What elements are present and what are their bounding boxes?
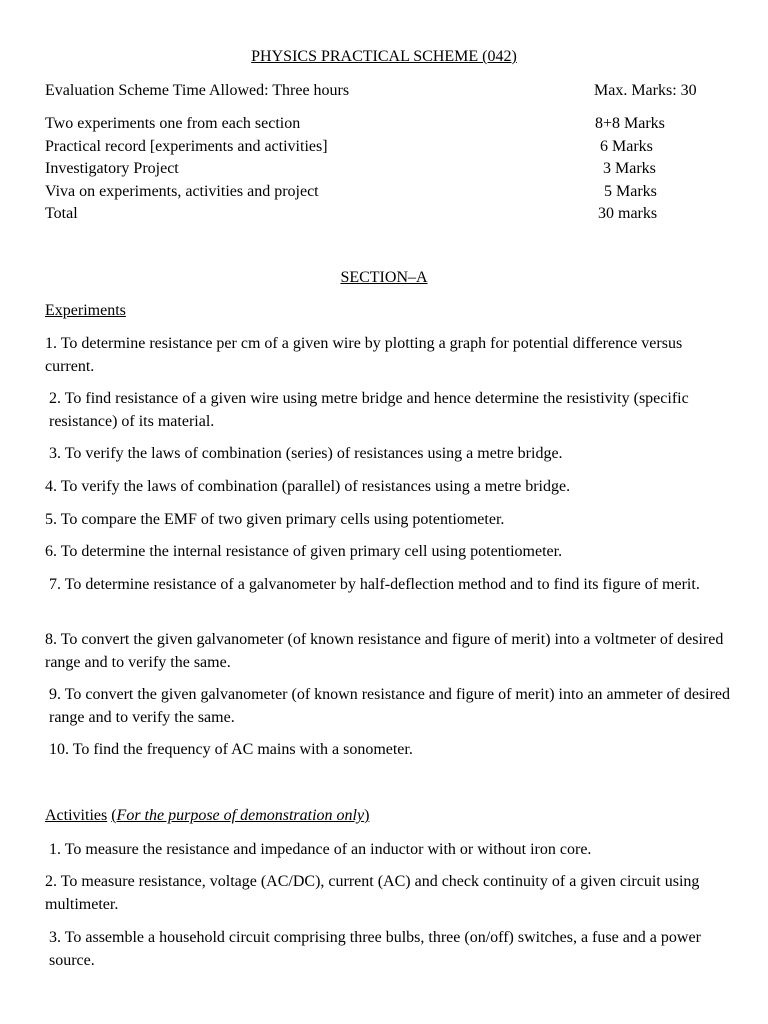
activity-item <box>45 871 730 916</box>
experiment-item <box>45 476 730 499</box>
experiment-text: 1. To determine resistance per cm of a given wire by plotting a graph for potential difference versus current. <box>45 335 683 375</box>
evaluation-time: Evaluation Scheme Time Allowed: Three hours <box>45 82 350 99</box>
experiment-item <box>49 443 730 466</box>
activities-open-paren: ( <box>111 807 117 824</box>
experiment-text: 5. To compare the EMF of two given primary cells using potentiometer. <box>45 511 505 528</box>
marks-table <box>45 114 725 227</box>
experiment-item <box>49 388 730 433</box>
activity-text: 3. To assemble a household circuit comprising three bulbs, three (on/off) switches, a fuse and a power source. <box>49 929 701 969</box>
experiment-text: 2. To find resistance of a given wire using metre bridge and hence determine the resistivity (specific resistance) of its material. <box>49 390 689 430</box>
experiment-item <box>45 629 730 674</box>
experiment-item <box>45 333 730 378</box>
activities-note: For the purpose of demonstration only <box>116 807 365 824</box>
marks-row <box>45 204 725 227</box>
activities-label: Activities <box>45 807 108 824</box>
experiment-item <box>49 739 730 762</box>
marks-row <box>45 114 725 137</box>
experiment-text: 8. To convert the given galvanometer (of known resistance and figure of merit) into a voltmeter of desired range and to verify the same. <box>45 631 724 671</box>
experiment-item <box>45 541 730 564</box>
marks-row <box>45 182 725 205</box>
experiments-heading: Experiments <box>45 302 126 319</box>
section-heading: SECTION–A <box>340 269 428 286</box>
activity-text: 1. To measure the resistance and impedance of an inductor with or without iron core. <box>49 841 592 858</box>
marks-item: Two experiments one from each section <box>45 115 301 132</box>
marks-row <box>45 137 725 160</box>
experiment-text: 3. To verify the laws of combination (series) of resistances using a metre bridge. <box>49 445 563 462</box>
experiment-text: 7. To determine resistance of a galvanometer by half-deflection method and to find its figure of merit. <box>49 576 700 593</box>
experiment-text: 10. To find the frequency of AC mains with a sonometer. <box>49 741 413 758</box>
activity-item <box>49 927 730 972</box>
marks-row <box>45 159 725 182</box>
evaluation-row <box>45 82 710 102</box>
marks-value: 5 Marks <box>604 182 657 200</box>
marks-value: 30 marks <box>598 205 658 222</box>
experiment-text: 9. To convert the given galvanometer (of known resistance and figure of merit) into an ammeter of desired range and to verify the same. <box>49 686 731 726</box>
activity-text: 2. To measure resistance, voltage (AC/DC), current (AC) and check continuity of a given circuit using multimeter. <box>45 873 700 913</box>
marks-value: 3 Marks <box>603 160 656 177</box>
marks-item: Investigatory Project <box>45 160 179 177</box>
activities-close-paren: ) <box>364 807 370 824</box>
marks-item: Viva on experiments, activities and project <box>45 182 319 200</box>
activity-item <box>49 839 730 862</box>
experiment-item <box>49 684 730 729</box>
experiment-text: 4. To verify the laws of combination (parallel) of resistances using a metre bridge. <box>45 478 571 495</box>
experiment-item <box>45 509 730 532</box>
marks-item: Practical record [experiments and activities] <box>45 137 328 155</box>
marks-item: Total <box>45 205 78 222</box>
marks-value: 6 Marks <box>600 137 653 155</box>
marks-value: 8+8 Marks <box>595 115 665 132</box>
page-title: PHYSICS PRACTICAL SCHEME (042) <box>251 48 517 65</box>
evaluation-max-marks: Max. Marks: 30 <box>594 82 697 99</box>
activities-heading <box>45 807 369 825</box>
experiment-text: 6. To determine the internal resistance of given primary cell using potentiometer. <box>45 543 563 560</box>
experiment-item <box>49 574 730 597</box>
